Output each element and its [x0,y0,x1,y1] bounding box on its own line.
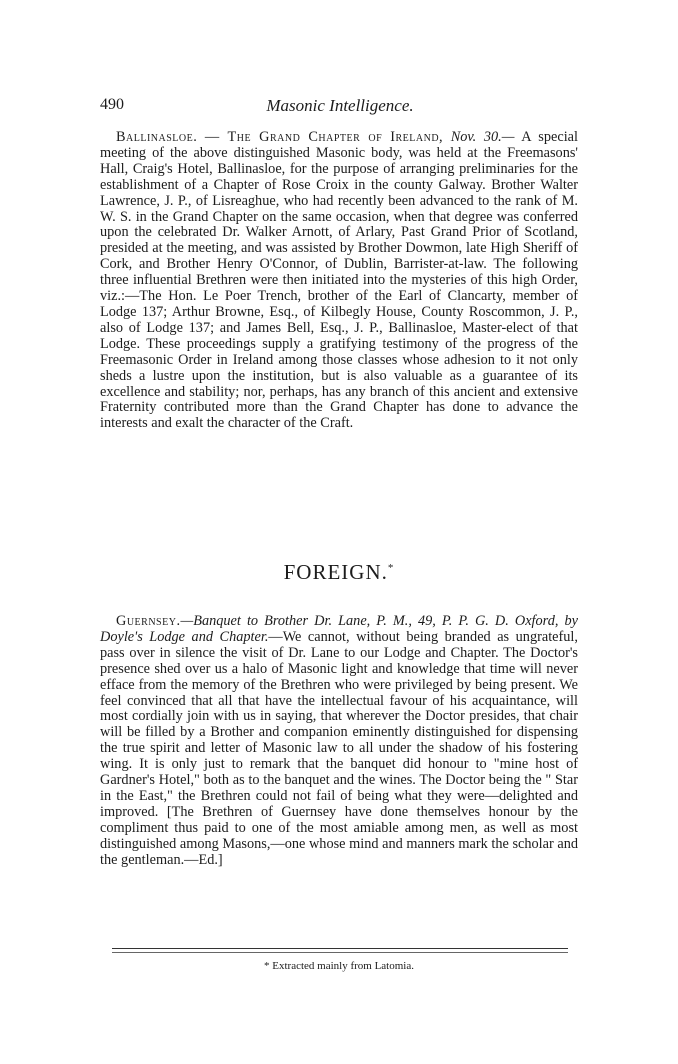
section-heading-text: FOREIGN. [283,560,388,584]
section-heading [0,560,678,585]
page-header [100,96,580,120]
page-number: 490 [100,96,124,113]
article-lead-date: Nov. 30.— [450,129,515,145]
article-lead-title: —Banquet to Brother Dr. Lane, P. M., 49, P. P. G. D. Oxford, by Doyle's Lodge and Chapter. [100,613,578,645]
article-paragraph [100,130,578,432]
footnote-marker: * [387,562,395,574]
article-body: A special meeting of the above distinguished Masonic body, was held at the Freemasons' Hall, Craig's Hotel, Ballinasloe, for the purpose of arranging preliminaries for the establishment of a Chapter of Rose Croix in the county Galway. Brother Walter Lawrence, J. P., of Lisreaghue, who had recently been advanced to the rank of M. W. S. in the Grand Chapter on the same occasion, when that degree was conferred upon the celebrated Dr. Walker Arnott, of Arlary, Past Grand Prior of Scotland, presided at the meeting, and was assisted by Brother Dowmon, late High Sheriff of Cork, and Brother Henry O'Connor, of Dublin, Barrister-at-law. The following three influential Brethren were then initiated into the mysteries of this high Order, viz.:—The Hon. Le Poer Trench, brother of the Earl of Clancarty, member of Lodge 137; Arthur Browne, Esq., of Kilbegly House, County Roscommon, J. P., also of Lodge 137; and James Bell, Esq., J. P., Ballinasloe, Master-elect of that Lodge. These proceedings supply a gratifying testimony of the progress of the Freemasonic Order in Ireland among those classes whose adhesion to it not only sheds a lustre upon the institution, but is also valuable as a guarantee of its excellence and stability; nor, perhaps, has any branch of this ancient and extensive Fraternity contributed more than the Grand Chapter has done to advance the interests and exalt the character of the Craft. [100,129,579,432]
footnote-divider [112,952,568,953]
footnote-divider [112,948,568,949]
article-paragraph [100,614,578,869]
article-lead-title: — The Grand Chapter of Ireland, [204,129,444,145]
running-title: Masonic Intelligence. [266,96,414,115]
footnote: * Extracted mainly from Latomia. [264,960,414,972]
article-lead-place: Ballinasloe. [116,129,198,145]
article-body: —We cannot, without being branded as ungrateful, pass over in silence the visit of Dr. Lane to our Lodge and Chapter. The Doctor's presence shed over us a halo of Masonic light and knowledge that time will never efface from the memory of the Brethren who were privileged by being present. We feel convinced that all that have the intellectual favour of his acquaintance, will most cordially join with us in saying, that wherever the Doctor presides, that chair will be filled by a Brother and companion eminently distinguished for dispensing the true spirit and letter of Masonic law to all under the shadow of his fostering wing. It is only just to remark that the banquet did honour to "mine host of Gardner's Hotel," both as to the banquet and the wines. The Doctor being the " Star in the East," the Brethren could not fail of being what they were—delighted and improved. [The Brethren of Guernsey have done themselves honour by the compliment thus paid to one of the most amiable among men, as well as most distinguished among Masons,—one whose mind and manners mark the scholar and the gentleman.—Ed.] [100,628,578,868]
article-ballinasloe [100,130,578,432]
article-guernsey [100,614,578,869]
article-lead-place: Guernsey. [116,613,181,629]
